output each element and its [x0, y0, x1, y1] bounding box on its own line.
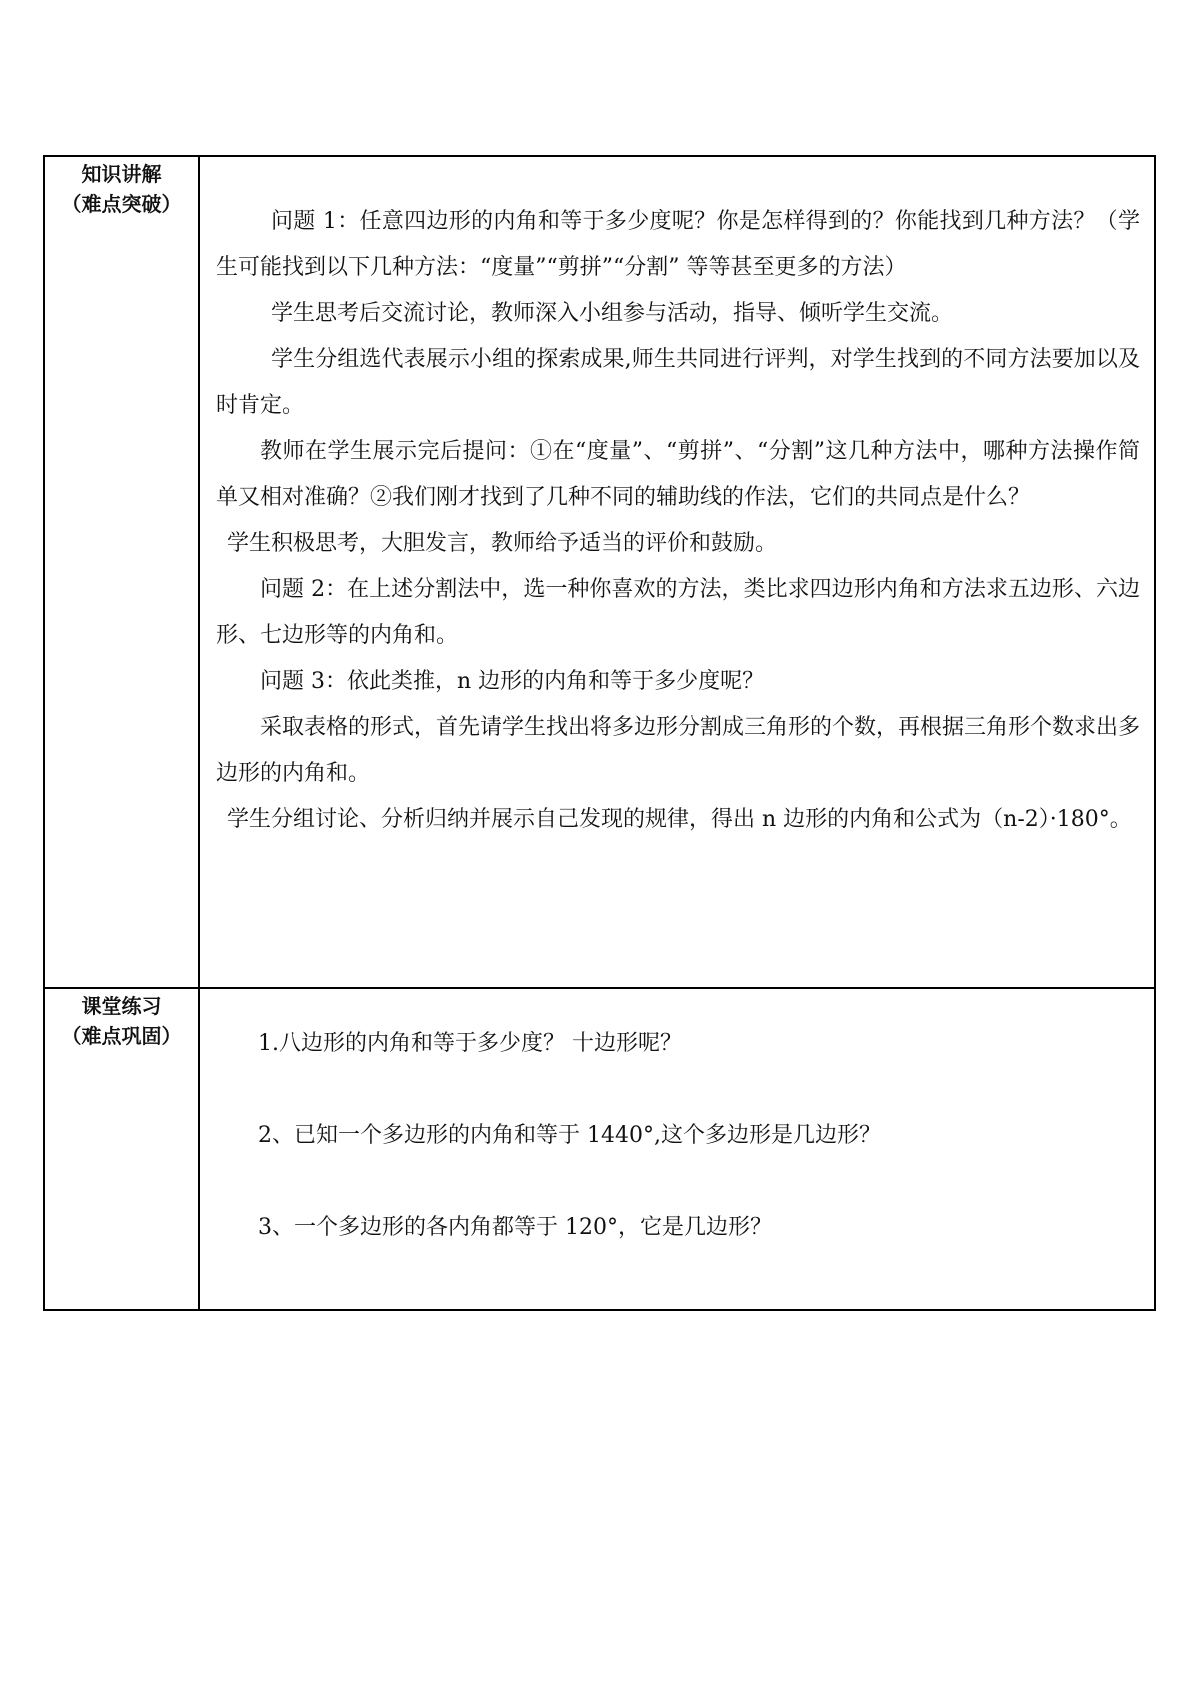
lesson-plan-table [43, 155, 1156, 1311]
row-label-knowledge [44, 156, 199, 988]
exercise-2: 2、已知一个多边形的内角和等于 1440°,这个多边形是几边形？ [258, 1123, 881, 1148]
practice-content [199, 988, 1155, 1310]
paragraph-teacher-questions: 教师在学生展示完后提问：①在“度量”、“剪拼”、“分割”这几种方法中，哪种方法操作简单又相对准确？②我们刚才找到了几种不同的辅助线的作法，它们的共同点是什么？ [216, 439, 1140, 510]
row-label-title: 课堂练习 [81, 994, 162, 1018]
paragraph-question-3: 问题 3：依此类推，n 边形的内角和等于多少度呢？ [260, 669, 765, 694]
row-label-subtitle: （难点突破） [61, 192, 182, 216]
table-row [44, 988, 1155, 1310]
exercise-3: 3、一个多边形的各内角都等于 120°，它是几边形？ [258, 1215, 772, 1240]
paragraph-question-2: 问题 2：在上述分割法中，选一种你喜欢的方法，类比求四边形内角和方法求五边形、六边形、七边形等的内角和。 [216, 577, 1140, 648]
row-label-practice [44, 988, 199, 1310]
paragraph-question-1: 问题 1：任意四边形的内角和等于多少度呢？你是怎样得到的？你能找到几种方法？（学生可能找到以下几种方法：“度量”“剪拼”“分割” 等等甚至更多的方法） [216, 209, 1140, 280]
paragraph-formula: 学生分组讨论、分析归纳并展示自己发现的规律，得出 n 边形的内角和公式为（n-2）·180°。 [227, 807, 1132, 832]
paragraph-group-results: 学生分组选代表展示小组的探索成果,师生共同进行评判，对学生找到的不同方法要加以及时肯定。 [216, 347, 1140, 418]
exercise-1: 1.八边形的内角和等于多少度？ 十边形呢？ [258, 1031, 682, 1056]
knowledge-content [199, 156, 1155, 988]
paragraph-student-response: 学生积极思考，大胆发言，教师给予适当的评价和鼓励。 [227, 531, 778, 556]
paragraph-table-method: 采取表格的形式，首先请学生找出将多边形分割成三角形的个数，再根据三角形个数求出多边形的内角和。 [216, 715, 1141, 786]
row-label-title: 知识讲解 [81, 162, 162, 186]
table-row [44, 156, 1155, 988]
paragraph-discussion: 学生思考后交流讨论，教师深入小组参与活动，指导、倾听学生交流。 [271, 301, 954, 326]
row-label-subtitle: （难点巩固） [61, 1024, 182, 1048]
